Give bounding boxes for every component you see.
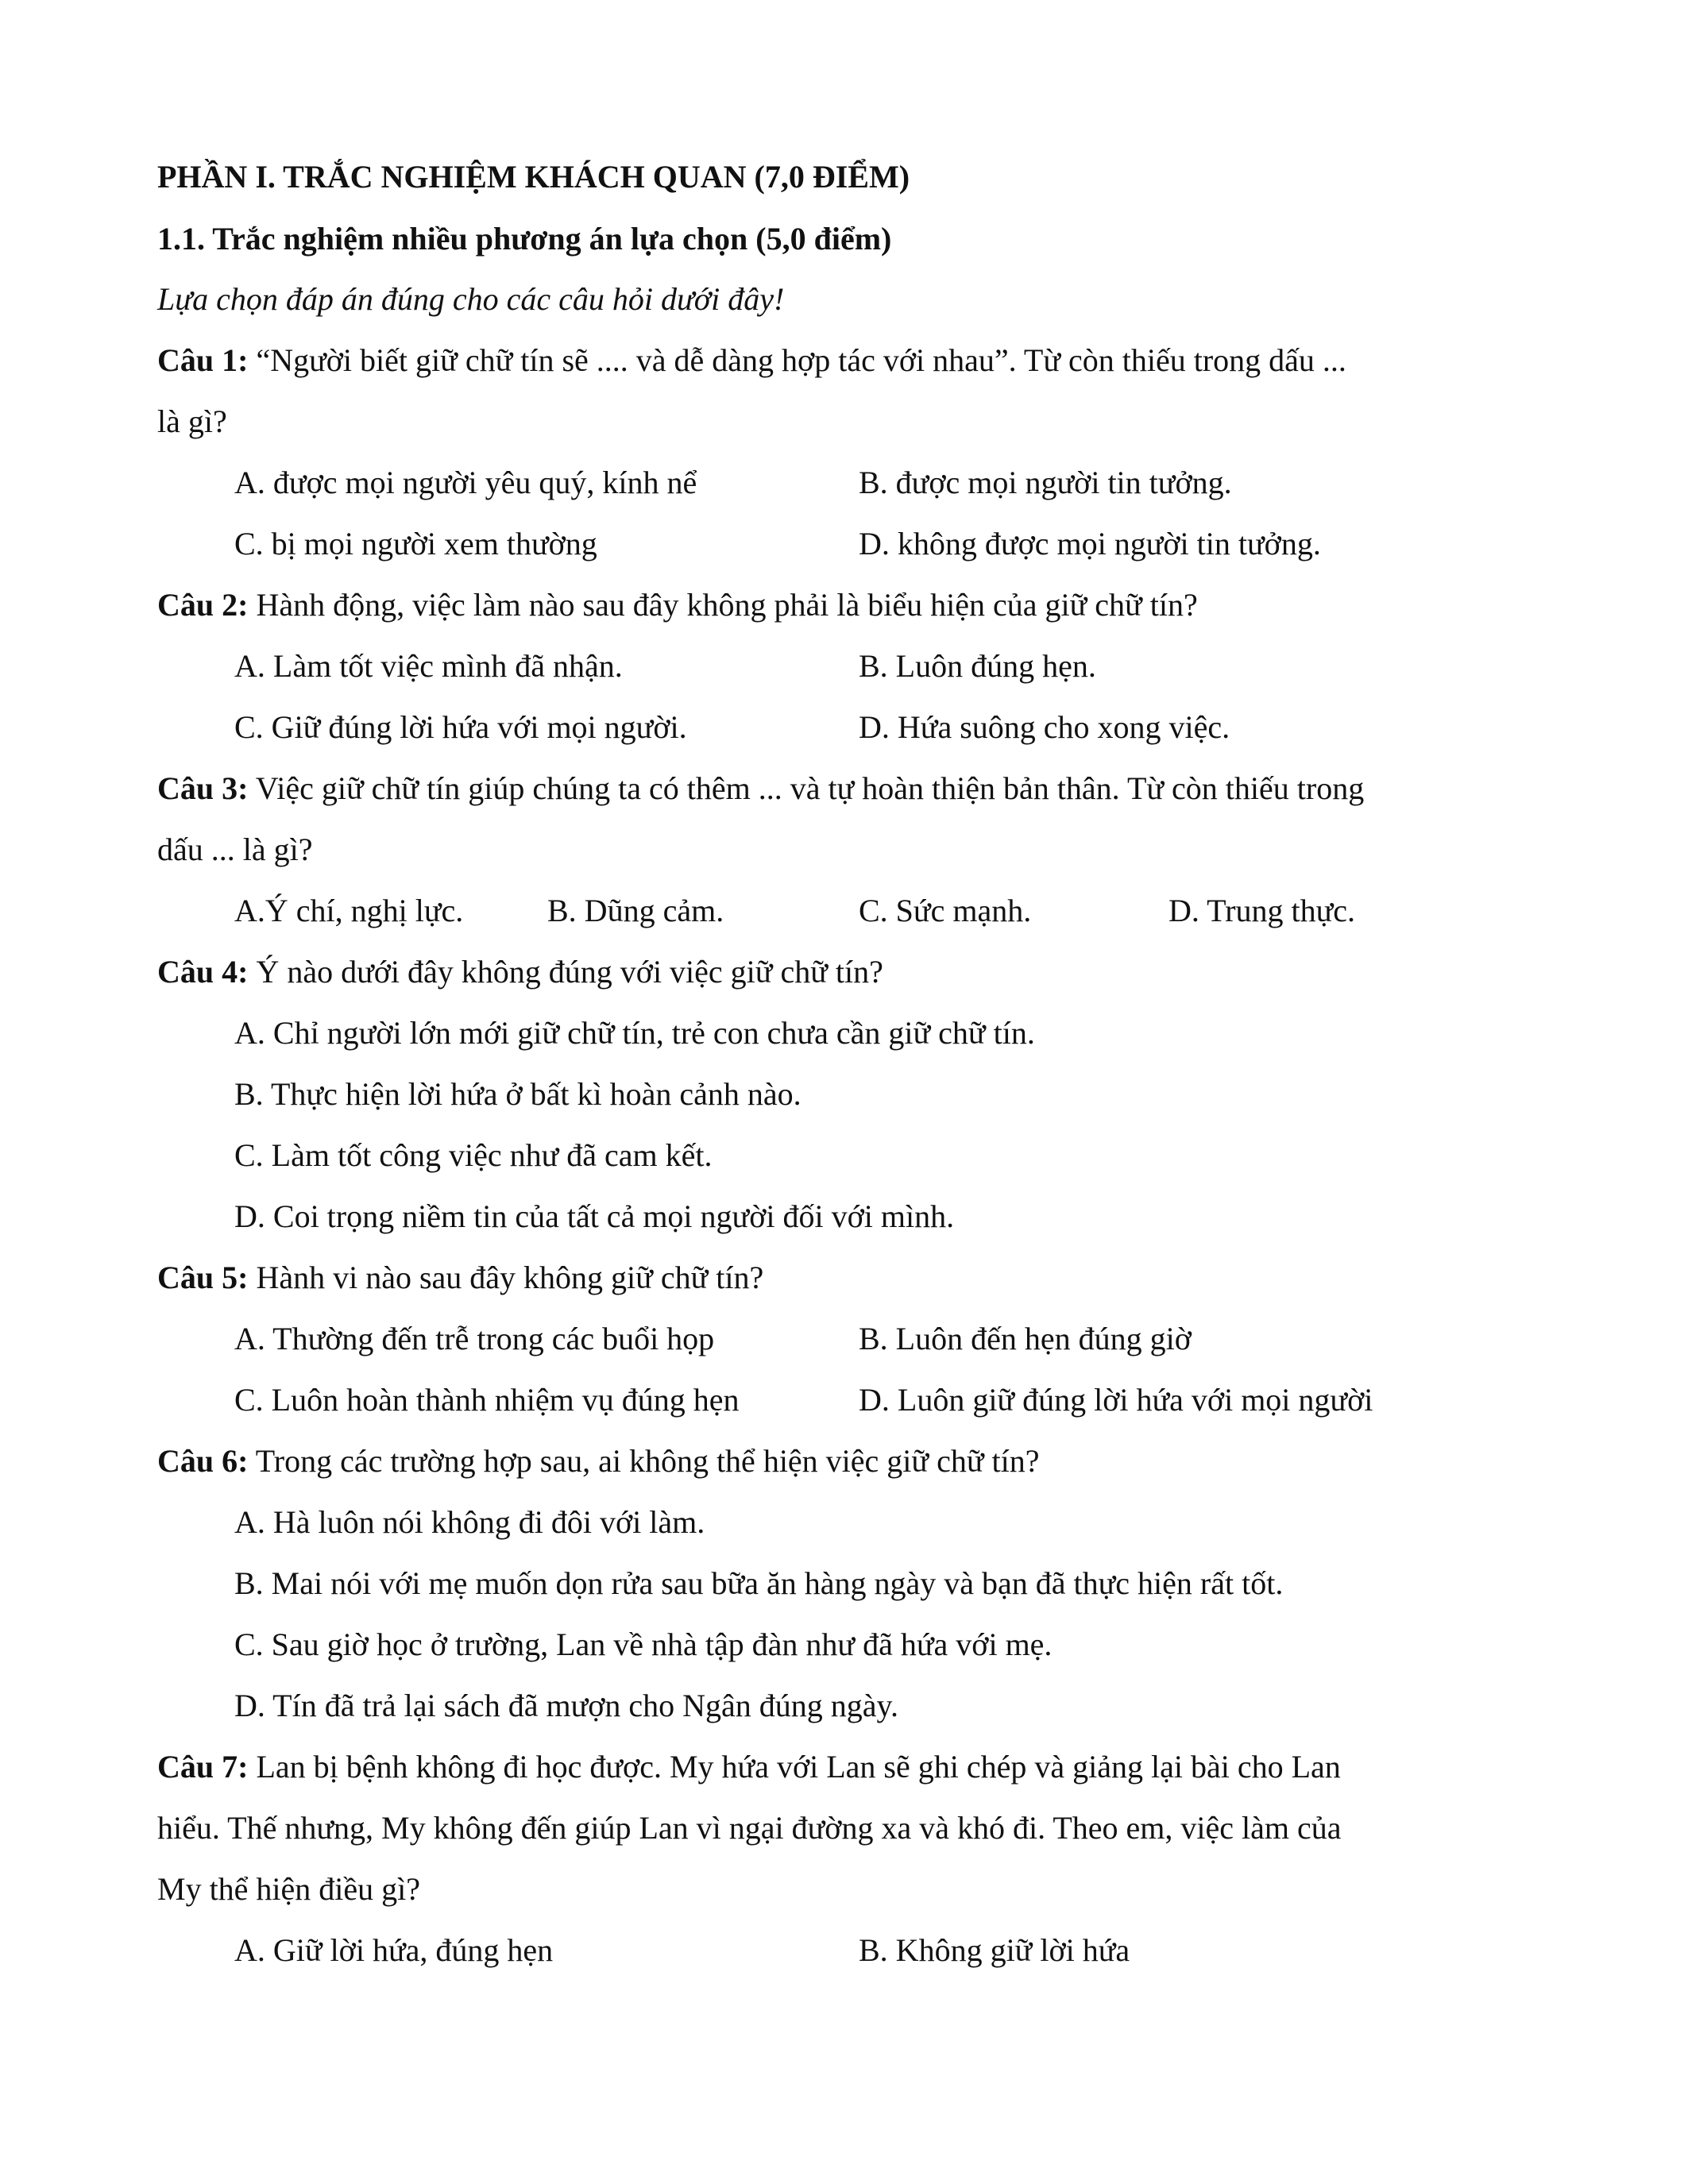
question-2-label: Câu 2: [157, 587, 249, 623]
question-6-option-b: B. Mai nói với mẹ muốn dọn rửa sau bữa ăn hàng ngày và bạn đã thực hiện rất tốt. [234, 1565, 1284, 1601]
question-5-text-line-1: Hành vi nào sau đây không giữ chữ tín? [248, 1260, 764, 1295]
question-2-option-a: A. Làm tốt việc mình đã nhận. [234, 648, 623, 684]
question-1-text-line-1: “Người biết giữ chữ tín sẽ .... và dễ dàng hợp tác với nhau”. Từ còn thiếu trong dấu ... [248, 342, 1346, 378]
question-1-option-c: C. bị mọi người xem thường [234, 526, 597, 561]
question-7-label: Câu 7: [157, 1749, 249, 1785]
question-6-option-d: D. Tín đã trả lại sách đã mượn cho Ngân đúng ngày. [234, 1688, 898, 1723]
question-7-text-line-1: Lan bị bệnh không đi học được. My hứa với Lan sẽ ghi chép và giảng lại bài cho Lan [248, 1749, 1341, 1785]
question-2-option-d: D. Hứa suông cho xong việc. [859, 709, 1230, 745]
question-3-option-c: C. Sức mạnh. [859, 893, 1032, 928]
question-7-text-line-2: hiểu. Thế nhưng, My không đến giúp Lan vì ngại đường xa và khó đi. Theo em, việc làm của [157, 1810, 1342, 1846]
question-4-text-line-1: Ý nào dưới đây không đúng với việc giữ chữ tín? [248, 954, 883, 990]
question-7-stem [157, 1748, 1341, 1786]
question-5-option-c: C. Luôn hoàn thành nhiệm vụ đúng hẹn [234, 1382, 740, 1418]
question-1-option-b: B. được mọi người tin tưởng. [859, 465, 1232, 500]
question-1-option-a: A. được mọi người yêu quý, kính nể [234, 465, 697, 500]
question-4-option-b: B. Thực hiện lời hứa ở bất kì hoàn cảnh nào. [234, 1076, 802, 1112]
question-4-option-c: C. Làm tốt công việc như đã cam kết. [234, 1137, 713, 1173]
question-3-stem [157, 770, 1364, 808]
question-7-text-line-3: My thể hiện điều gì? [157, 1871, 421, 1907]
question-4-label: Câu 4: [157, 954, 249, 990]
question-3-option-b: B. Dũng cảm. [547, 893, 724, 928]
question-6-label: Câu 6: [157, 1443, 249, 1479]
question-7-option-a: A. Giữ lời hứa, đúng hẹn [234, 1932, 554, 1968]
question-4-option-d: D. Coi trọng niềm tin của tất cả mọi người đối với mình. [234, 1198, 955, 1234]
instruction-text: Lựa chọn đáp án đúng cho các câu hỏi dưới đây! [157, 281, 785, 317]
question-6-text-line-1: Trong các trường hợp sau, ai không thể hiện việc giữ chữ tín? [248, 1443, 1040, 1479]
question-5-label: Câu 5: [157, 1260, 249, 1295]
section-subtitle: 1.1. Trắc nghiệm nhiều phương án lựa chọn (5,0 điểm) [157, 221, 892, 257]
question-5-stem [157, 1259, 763, 1297]
question-1-option-d: D. không được mọi người tin tưởng. [859, 526, 1321, 561]
section-title: PHẦN I. TRẮC NGHIỆM KHÁCH QUAN (7,0 ĐIỂM) [157, 159, 910, 195]
question-4-option-a: A. Chỉ người lớn mới giữ chữ tín, trẻ con chưa cần giữ chữ tín. [234, 1015, 1035, 1051]
question-3-option-d: D. Trung thực. [1168, 893, 1356, 928]
question-5-option-a: A. Thường đến trễ trong các buổi họp [234, 1321, 715, 1356]
question-2-text-line-1: Hành động, việc làm nào sau đây không phải là biểu hiện của giữ chữ tín? [248, 587, 1198, 623]
question-2-option-c: C. Giữ đúng lời hứa với mọi người. [234, 709, 687, 745]
question-2-option-b: B. Luôn đúng hẹn. [859, 648, 1096, 684]
question-6-stem [157, 1442, 1040, 1480]
question-3-text-line-2: dấu ... là gì? [157, 832, 313, 867]
question-4-stem [157, 953, 883, 991]
question-1-stem [157, 341, 1346, 380]
question-7-option-b: B. Không giữ lời hứa [859, 1932, 1130, 1968]
question-1-text-line-2: là gì? [157, 403, 227, 439]
question-6-option-a: A. Hà luôn nói không đi đôi với làm. [234, 1504, 705, 1540]
question-3-option-a: A.Ý chí, nghị lực. [234, 893, 464, 928]
question-5-option-d: D. Luôn giữ đúng lời hứa với mọi người [859, 1382, 1373, 1418]
question-3-label: Câu 3: [157, 770, 249, 806]
question-5-option-b: B. Luôn đến hẹn đúng giờ [859, 1321, 1192, 1356]
question-1-label: Câu 1: [157, 342, 249, 378]
question-3-text-line-1: Việc giữ chữ tín giúp chúng ta có thêm ... và tự hoàn thiện bản thân. Từ còn thiếu trong [248, 770, 1365, 806]
question-2-stem [157, 586, 1198, 624]
question-6-option-c: C. Sau giờ học ở trường, Lan về nhà tập đàn như đã hứa với mẹ. [234, 1626, 1053, 1662]
